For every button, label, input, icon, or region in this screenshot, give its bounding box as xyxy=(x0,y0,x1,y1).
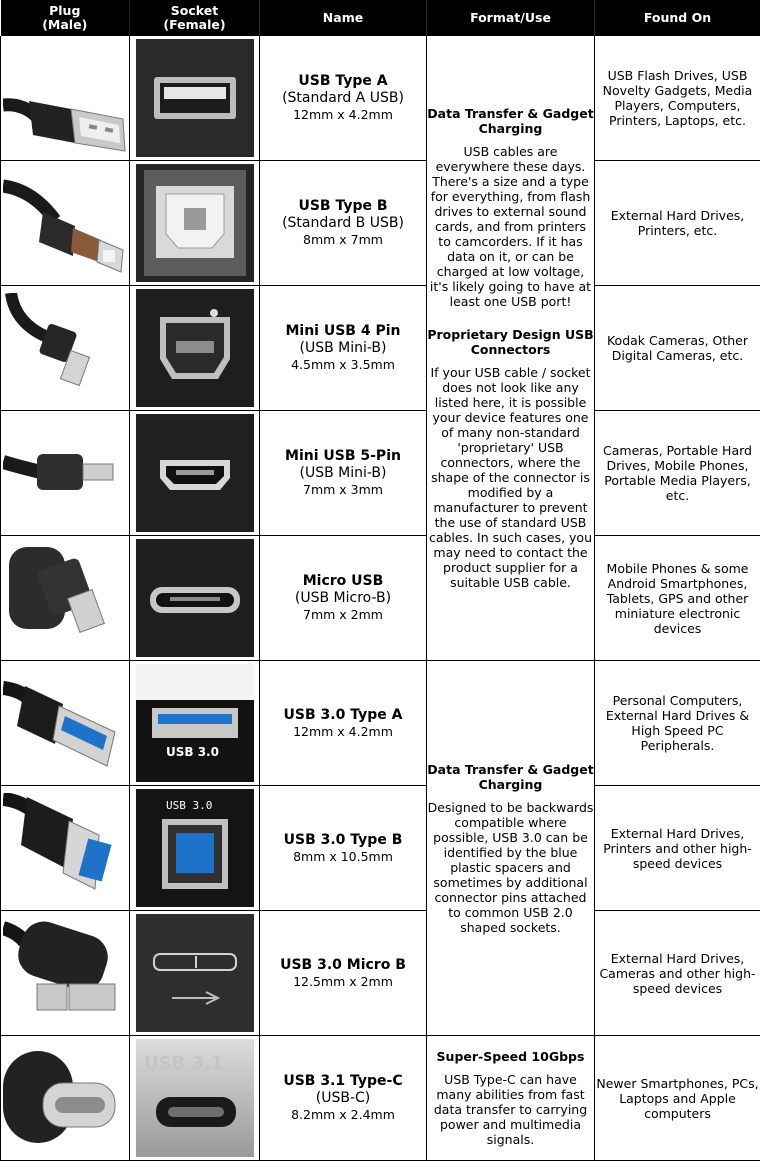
connector-alt-name: (Standard A USB) xyxy=(282,90,404,106)
format-text: USB Type-C can have many abilities from fast data transfer to carrying power and multimedia signals. xyxy=(433,1072,588,1147)
found-on-cell: External Hard Drives, Cameras and other high-speed devices xyxy=(595,911,760,1036)
found-on-cell: Cameras, Portable Hard Drives, Mobile Phones, Portable Media Players, etc. xyxy=(595,411,760,536)
connector-dimensions: 8.2mm x 2.4mm xyxy=(291,1107,395,1122)
table-row xyxy=(1,286,760,411)
name-cell xyxy=(260,36,427,161)
name-cell xyxy=(260,286,427,411)
connector-alt-name: (USB-C) xyxy=(315,1090,371,1106)
connector-dimensions: 8mm x 7mm xyxy=(303,232,383,247)
socket-image-usb3-a xyxy=(130,661,260,786)
table-row xyxy=(1,36,760,161)
connector-name: Mini USB 4 Pin xyxy=(285,323,401,339)
header-found-on: Found On xyxy=(595,0,760,36)
socket-image-usb-b xyxy=(130,161,260,286)
plug-image-usb3-a xyxy=(1,661,130,786)
plug-image-usb-a xyxy=(1,36,130,161)
plug-image-micro-usb xyxy=(1,536,130,661)
connector-dimensions: 8mm x 10.5mm xyxy=(293,848,393,864)
found-on-cell: Mobile Phones & some Android Smartphones, Tablets, GPS and other miniature electronic devices xyxy=(595,536,760,661)
connector-name: USB Type B xyxy=(298,198,388,214)
name-cell xyxy=(260,1036,427,1161)
connector-name: USB Type A xyxy=(298,73,388,89)
format-heading-proprietary: Proprietary Design USB Connectors xyxy=(427,327,594,357)
found-on-cell: Kodak Cameras, Other Digital Cameras, etc. xyxy=(595,286,760,411)
socket-image-usb3-micro-b xyxy=(130,911,260,1036)
plug-image-usb-c xyxy=(1,1036,130,1161)
connector-name: USB 3.0 Type A xyxy=(283,706,403,723)
name-cell xyxy=(260,161,427,286)
format-heading: Super-Speed 10Gbps xyxy=(436,1049,585,1064)
table-row xyxy=(1,536,760,661)
plug-image-usb3-b xyxy=(1,786,130,911)
name-cell xyxy=(260,911,427,1036)
found-on-cell: Newer Smartphones, PCs, Laptops and Apple computers xyxy=(595,1036,760,1161)
socket-label: USB 3.0 xyxy=(165,799,212,812)
format-text: USB cables are everywhere these days. There's a size and a type for everything, from flash drives to external sound cards, and from printers to camcorders. If it has data on it, or can be charged at low voltage, it's likely going to have at least one USB port! xyxy=(429,144,592,309)
format-use-group-2 xyxy=(427,661,595,1036)
connector-dimensions: 7mm x 3mm xyxy=(303,482,383,497)
socket-image-usb3-b xyxy=(130,786,260,911)
connector-dimensions: 4.5mm x 3.5mm xyxy=(291,357,395,372)
name-cell xyxy=(260,536,427,661)
connector-name: Micro USB xyxy=(302,573,384,589)
format-heading: Data Transfer & Gadget Charging xyxy=(427,106,594,136)
socket-image-micro-usb xyxy=(130,536,260,661)
socket-image-mini-usb-4pin xyxy=(130,286,260,411)
connector-dimensions: 12.5mm x 2mm xyxy=(293,973,393,989)
format-heading: Data Transfer & Gadget Charging xyxy=(427,761,594,792)
connector-alt-name: (USB Mini-B) xyxy=(299,340,387,356)
socket-label: USB 3.0 xyxy=(165,745,219,759)
table-row xyxy=(1,786,760,911)
socket-image-usb-a xyxy=(130,36,260,161)
connector-dimensions: 12mm x 4.2mm xyxy=(293,723,393,739)
header-row xyxy=(1,0,760,36)
table-row xyxy=(1,411,760,536)
name-cell xyxy=(260,786,427,911)
socket-label: USB 3.1 xyxy=(143,1053,223,1074)
found-on-cell: External Hard Drives, Printers, etc. xyxy=(595,161,760,286)
plug-image-usb3-micro-b xyxy=(1,911,130,1036)
plug-image-mini-usb-4pin xyxy=(1,286,130,411)
connector-dimensions: 12mm x 4.2mm xyxy=(293,107,393,122)
connector-name: USB 3.0 Micro B xyxy=(280,956,406,973)
name-cell xyxy=(260,661,427,786)
format-use-group-1 xyxy=(427,36,595,661)
connector-name: USB 3.1 Type-C xyxy=(283,1073,403,1089)
header-format-use: Format/Use xyxy=(427,0,595,36)
header-socket: Socket (Female) xyxy=(130,0,260,36)
connector-alt-name: (USB Mini-B) xyxy=(299,465,387,481)
format-text-proprietary: If your USB cable / socket does not look like any listed here, it is possible your device features one of many non-standard 'proprietary' USB connectors, where the shape of the connector is modified by a manufacturer to prevent the use of standard USB cables. In such cases, you may need to contact the product supplier for a suitable USB cable. xyxy=(428,365,593,590)
connector-name: Mini USB 5-Pin xyxy=(285,448,401,464)
connector-name: USB 3.0 Type B xyxy=(283,831,403,848)
connector-alt-name: (USB Micro-B) xyxy=(294,590,392,606)
table-row xyxy=(1,661,760,786)
socket-image-usb-c xyxy=(130,1036,260,1161)
plug-image-usb-b xyxy=(1,161,130,286)
found-on-cell: USB Flash Drives, USB Novelty Gadgets, Media Players, Computers, Printers, Laptops, etc. xyxy=(595,36,760,161)
found-on-cell: Personal Computers, External Hard Drives & High Speed PC Peripherals. xyxy=(595,661,760,786)
connector-dimensions: 7mm x 2mm xyxy=(303,607,383,622)
table-row xyxy=(1,911,760,1036)
connector-alt-name: (Standard B USB) xyxy=(282,215,404,231)
table-row xyxy=(1,1036,760,1161)
format-use-group-3 xyxy=(427,1036,595,1161)
socket-image-mini-usb-5pin xyxy=(130,411,260,536)
format-text: Designed to be backwards compatible where possible, USB 3.0 can be identified by the blue plastic spacers and sometimes by additional connector pins attached to common USB 2.0 shaped sockets. xyxy=(427,799,594,935)
header-name: Name xyxy=(260,0,427,36)
table-row xyxy=(1,161,760,286)
name-cell xyxy=(260,411,427,536)
plug-image-mini-usb-5pin xyxy=(1,411,130,536)
found-on-cell: External Hard Drives, Printers and other high-speed devices xyxy=(595,786,760,911)
header-plug: Plug (Male) xyxy=(1,0,130,36)
